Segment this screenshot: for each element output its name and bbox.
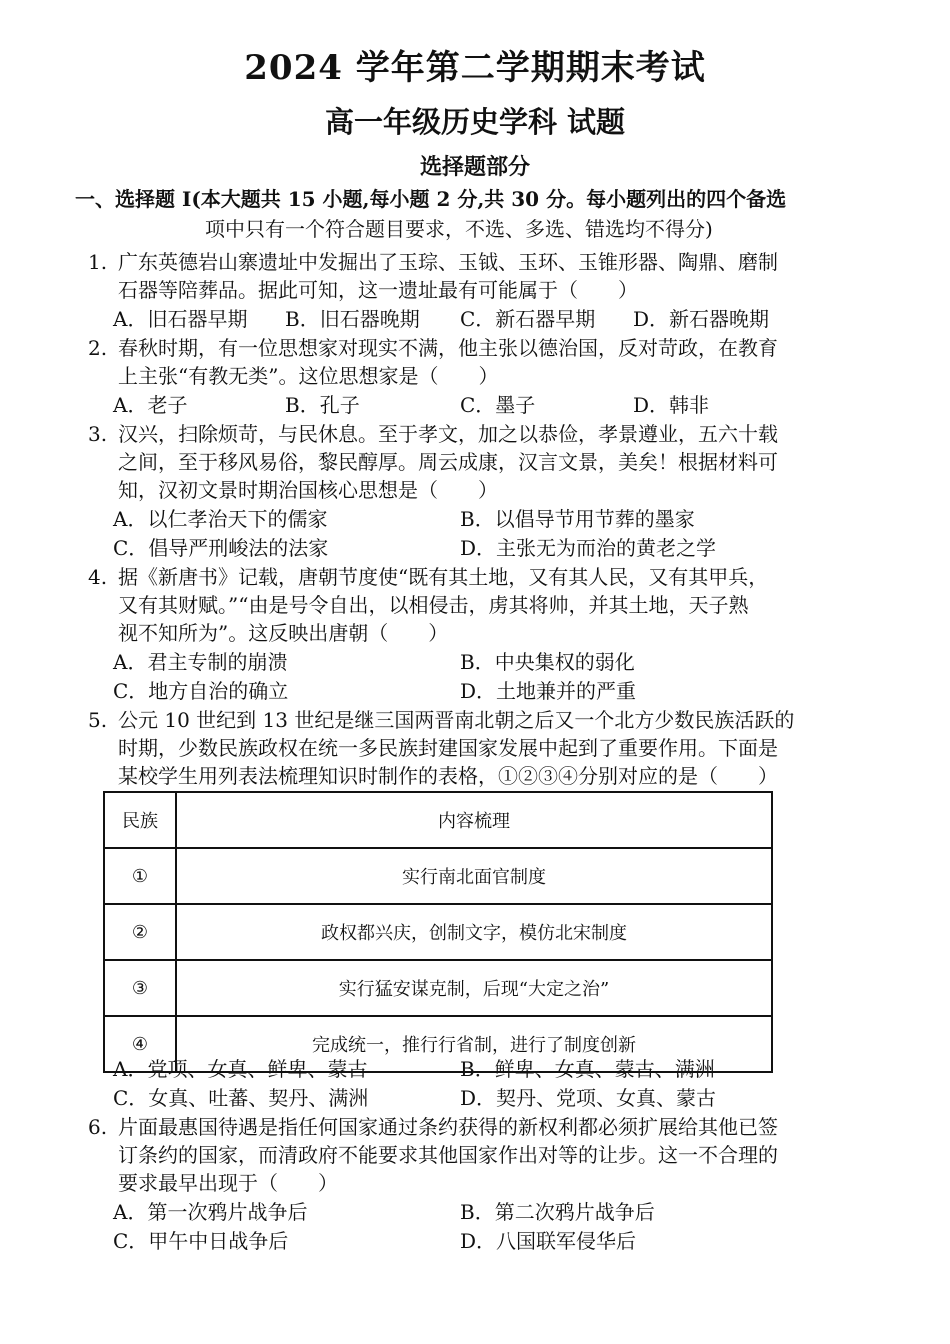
option-c: C．甲午中日战争后 (113, 1229, 289, 1253)
table-row (104, 848, 772, 904)
question-text: 公元 10 世纪到 13 世纪是继三国两晋南北朝之后又一个北方少数民族活跃的 (118, 708, 795, 732)
question-text: 石器等陪葬品。据此可知，这一遗址最有可能属于（ ） (118, 278, 638, 302)
exam-subtitle: 高一年级历史学科 试题 (324, 105, 626, 139)
table-cell-label: ③ (104, 960, 176, 1016)
option-c: C．新石器早期 (460, 307, 596, 331)
option-d: D．新石器晚期 (633, 307, 770, 331)
question-text: 之间，至于移风易俗，黎民醇厚。周云成康，汉言文景，美矣！根据材料可 (118, 450, 778, 474)
table-row (104, 960, 772, 1016)
section-heading: 一、选择题 I(本大题共 15 小题,每小题 2 分,共 30 分。每小题列出的四个备选 (75, 187, 787, 211)
option-a: A．党项、女真、鲜卑、蒙古 (113, 1057, 368, 1081)
table-cell-label: ① (104, 848, 176, 904)
table-header-cell: 民族 (104, 792, 176, 848)
question-number: 5. (88, 708, 108, 732)
table-cell-label: ② (104, 904, 176, 960)
table-header-row (104, 792, 772, 848)
exam-title: 2024 学年第二学期期末考试 (244, 48, 706, 88)
option-a: A．第一次鸦片战争后 (113, 1200, 308, 1224)
question-text: 订条约的国家，而清政府不能要求其他国家作出对等的让步。这一不合理的 (118, 1143, 778, 1167)
option-c: C．墨子 (460, 393, 536, 417)
question-number: 6. (88, 1115, 108, 1139)
question-text: 又有其财赋。”“由是号令自出，以相侵击，虏其将帅，并其土地，天子熟 (118, 593, 749, 617)
question-text: 上主张“有教无类”。这位思想家是（ ） (118, 364, 499, 388)
option-b: B．鲜卑、女真、蒙古、满洲 (460, 1057, 715, 1081)
table-cell-content: 政权都兴庆，创制文字，模仿北宋制度 (176, 904, 772, 960)
question-text: 视不知所为”。这反映出唐朝（ ） (118, 621, 449, 645)
option-b: B．以倡导节用节葬的墨家 (460, 507, 695, 531)
option-a: A．以仁孝治天下的儒家 (113, 507, 328, 531)
question-text: 知，汉初文景时期治国核心思想是（ ） (118, 478, 498, 502)
knowledge-table (103, 791, 773, 1073)
option-d: D．八国联军侵华后 (460, 1229, 637, 1253)
section-instructions: 项中只有一个符合题目要求，不选、多选、错选均不得分) (205, 217, 713, 241)
part-heading: 选择题部分 (419, 154, 530, 180)
option-c: C．地方自治的确立 (113, 679, 289, 703)
table-cell-content: 实行南北面官制度 (176, 848, 772, 904)
question-text: 据《新唐书》记载，唐朝节度使“既有其土地，又有其人民，又有其甲兵， (118, 565, 769, 589)
question-text: 汉兴，扫除烦苛，与民休息。至于孝文，加之以恭俭，孝景遵业，五六十载 (118, 422, 778, 446)
option-c: C．女真、吐蕃、契丹、满洲 (113, 1086, 369, 1110)
option-b: B．第二次鸦片战争后 (460, 1200, 655, 1224)
table-cell-content: 完成统一，推行行省制，进行了制度创新 (176, 1016, 772, 1072)
option-b: B．中央集权的弱化 (460, 650, 635, 674)
table-cell-label: ④ (104, 1016, 176, 1072)
option-d: D．契丹、党项、女真、蒙古 (460, 1086, 717, 1110)
option-d: D．主张无为而治的黄老之学 (460, 536, 717, 560)
option-a: A．旧石器早期 (113, 307, 248, 331)
option-d: D．土地兼并的严重 (460, 679, 637, 703)
option-b: B．旧石器晚期 (285, 307, 420, 331)
question-text: 时期，少数民族政权在统一多民族封建国家发展中起到了重要作用。下面是 (118, 736, 778, 760)
question-text: 某校学生用列表法梳理知识时制作的表格，①②③④分别对应的是（ ） (118, 764, 778, 788)
question-text: 片面最惠国待遇是指任何国家通过条约获得的新权利都必须扩展给其他已签 (118, 1115, 778, 1139)
question-number: 2. (88, 336, 108, 360)
question-text: 广东英德岩山寨遗址中发掘出了玉琮、玉钺、玉环、玉锥形器、陶鼎、磨制 (118, 250, 778, 274)
question-number: 4. (88, 565, 108, 589)
option-a: A．老子 (113, 393, 188, 417)
table-row (104, 904, 772, 960)
question-text: 春秋时期，有一位思想家对现实不满，他主张以德治国，反对苛政，在教育 (118, 336, 778, 360)
option-c: C．倡导严刑峻法的法家 (113, 536, 329, 560)
table-cell-content: 实行猛安谋克制，后现“大定之治” (176, 960, 772, 1016)
question-text: 要求最早出现于（ ） (118, 1171, 338, 1195)
option-a: A．君主专制的崩溃 (113, 650, 288, 674)
option-b: B．孔子 (285, 393, 360, 417)
question-number: 3. (88, 422, 108, 446)
table-header-cell: 内容梳理 (176, 792, 772, 848)
option-d: D．韩非 (633, 393, 710, 417)
question-number: 1. (88, 250, 108, 274)
